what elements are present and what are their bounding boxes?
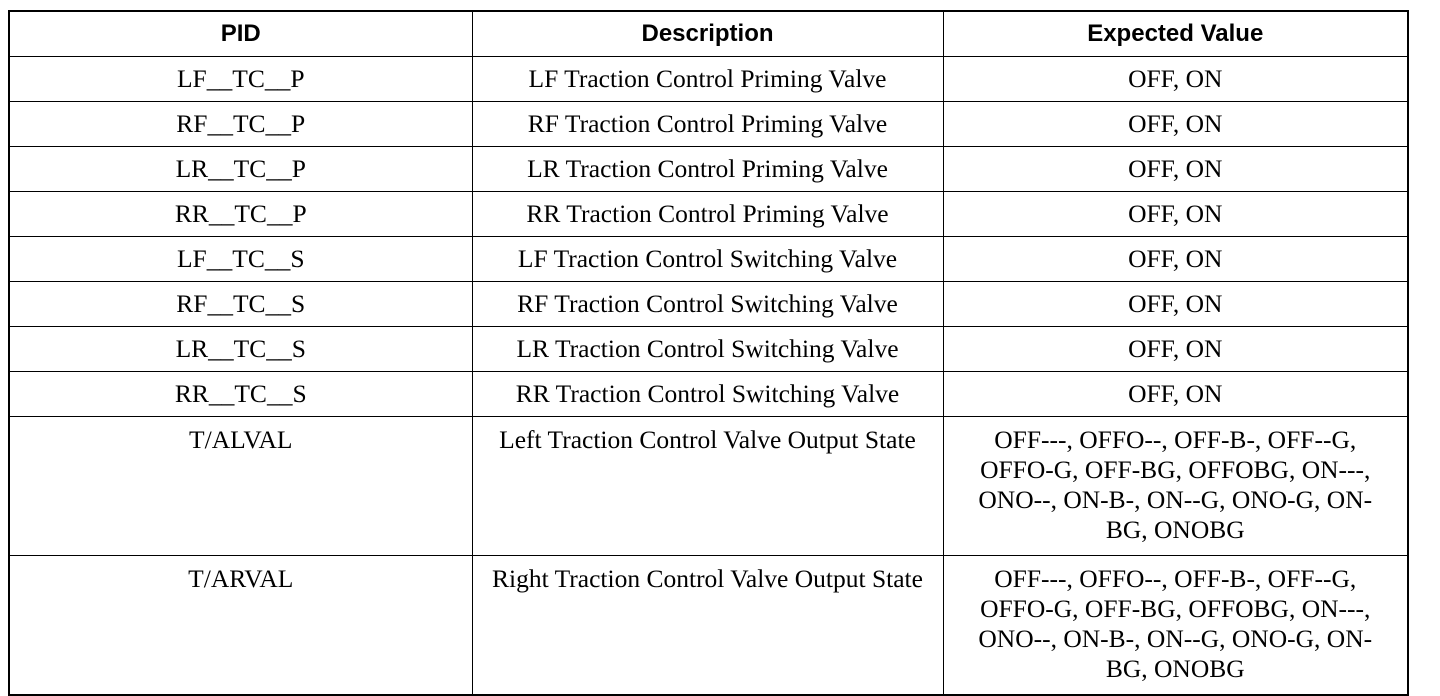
expected-value-cell: OFF, ON — [943, 282, 1408, 327]
description-cell: RF Traction Control Priming Valve — [472, 102, 943, 147]
expected-value-cell: OFF, ON — [943, 192, 1408, 237]
expected-value-cell: OFF, ON — [943, 147, 1408, 192]
table-row — [9, 327, 1408, 372]
table-row — [9, 57, 1408, 102]
description-cell: RR Traction Control Switching Valve — [472, 372, 943, 417]
expected-value-cell: OFF, ON — [943, 237, 1408, 282]
table-row — [9, 417, 1408, 556]
table-row — [9, 102, 1408, 147]
expected-value-cell: OFF, ON — [943, 102, 1408, 147]
pid-cell: LR__TC__S — [9, 327, 472, 372]
expected-value-cell: OFF---, OFFO--, OFF-B-, OFF--G, OFFO-G, OFF-BG, OFFOBG, ON---, ONO--, ON-B-, ON--G, ONO-G, ON-BG, ONOBG — [943, 417, 1408, 556]
description-cell: RR Traction Control Priming Valve — [472, 192, 943, 237]
table-row — [9, 556, 1408, 696]
description-cell: LR Traction Control Priming Valve — [472, 147, 943, 192]
pid-cell: RR__TC__S — [9, 372, 472, 417]
header-description: Description — [472, 11, 943, 57]
table-row — [9, 282, 1408, 327]
pid-cell: RR__TC__P — [9, 192, 472, 237]
table-row — [9, 237, 1408, 282]
pid-cell: LF__TC__P — [9, 57, 472, 102]
header-expected-value: Expected Value — [943, 11, 1408, 57]
expected-value-cell: OFF, ON — [943, 327, 1408, 372]
pid-cell: T/ARVAL — [9, 556, 472, 696]
pid-cell: RF__TC__S — [9, 282, 472, 327]
pid-table — [8, 10, 1409, 696]
description-cell: LF Traction Control Switching Valve — [472, 237, 943, 282]
table-header-row — [9, 11, 1408, 57]
expected-value-cell: OFF, ON — [943, 372, 1408, 417]
table-row — [9, 372, 1408, 417]
description-cell: LF Traction Control Priming Valve — [472, 57, 943, 102]
expected-value-cell: OFF, ON — [943, 57, 1408, 102]
pid-cell: T/ALVAL — [9, 417, 472, 556]
description-cell: Right Traction Control Valve Output State — [472, 556, 943, 696]
pid-cell: LF__TC__S — [9, 237, 472, 282]
description-cell: Left Traction Control Valve Output State — [472, 417, 943, 556]
pid-cell: LR__TC__P — [9, 147, 472, 192]
expected-value-cell: OFF---, OFFO--, OFF-B-, OFF--G, OFFO-G, OFF-BG, OFFOBG, ON---, ONO--, ON-B-, ON--G, ONO-G, ON-BG, ONOBG — [943, 556, 1408, 696]
table-row — [9, 192, 1408, 237]
description-cell: LR Traction Control Switching Valve — [472, 327, 943, 372]
header-pid: PID — [9, 11, 472, 57]
table-row — [9, 147, 1408, 192]
description-cell: RF Traction Control Switching Valve — [472, 282, 943, 327]
pid-cell: RF__TC__P — [9, 102, 472, 147]
